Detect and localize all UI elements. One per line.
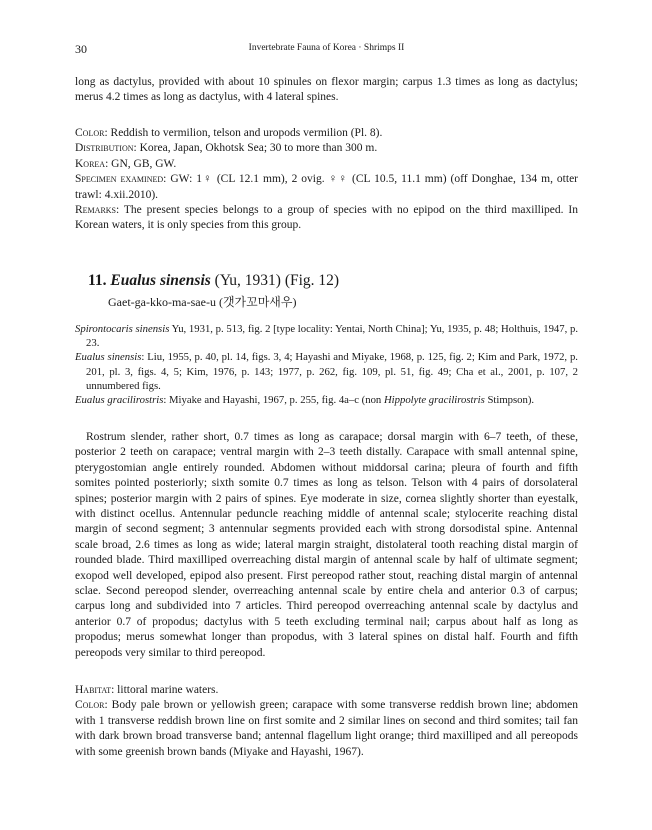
synonymy-entry xyxy=(75,350,578,393)
color-text: : Reddish to vermilion, telson and uropods vermilion (Pl. 8). xyxy=(104,127,383,139)
color-text: : Body pale brown or yellowish green; carapace with some transverse reddish brown line; abdomen with 1 transverse reddish brown line on first somite and 2 similar lines on second and third somites; tail fan with dark brown broad transverse band; antennal flagellum light orange; third maxilliped and all pereopods with some greenish brown bands (Miyake and Hayashi, 1967). xyxy=(75,699,578,758)
previous-species-notes xyxy=(75,126,578,234)
paragraph-text: long as dactylus, provided with about 10 spinules on flexor margin; carpus 1.3 times as long as dactylus; merus 4.2 times as long as dactylus, with 4 lateral spines. xyxy=(75,76,578,104)
distribution-label: Distribution xyxy=(75,142,134,155)
running-title: Invertebrate Fauna of Korea · Shrimps II xyxy=(248,43,405,53)
description-section xyxy=(75,430,578,661)
korea-label: Korea xyxy=(75,157,106,170)
specimen-label: Specimen examined xyxy=(75,173,164,186)
taxon-name: Eualus gracilirostris xyxy=(75,394,164,407)
species-name: Eualus sinensis xyxy=(110,272,211,289)
page-number: 30 xyxy=(75,42,87,56)
specimen-note xyxy=(75,172,578,203)
korea-text: : GN, GB, GW. xyxy=(105,157,177,170)
taxon-name: Eualus sinensis xyxy=(75,351,142,364)
color-note xyxy=(75,126,578,141)
species-heading xyxy=(88,272,339,290)
synonymy-entry xyxy=(75,393,578,407)
korean-common-name: Gaet-ga-kko-ma-sae-u (갯가꼬마새우) xyxy=(108,295,297,309)
taxon-name: Spirontocaris sinensis xyxy=(75,323,170,335)
synonymy-list xyxy=(75,322,578,407)
habitat-text: : littoral marine waters. xyxy=(111,684,219,696)
ecology-section xyxy=(75,683,578,760)
continued-paragraph xyxy=(75,75,578,106)
citation-text: : Miyake and Hayashi, 1967, p. 255, fig. 4a–c (non xyxy=(163,394,384,407)
korea-note xyxy=(75,157,578,172)
habitat-note xyxy=(75,683,578,698)
specimen-text: : GW: 1♀ (CL 12.1 mm), 2 ovig. ♀♀ (CL 10.5, 11.1 mm) (off Donghae, 134 m, otter trawl: 4.xii.2010). xyxy=(75,173,578,201)
color-note xyxy=(75,698,578,760)
color-label: Color xyxy=(75,699,105,712)
synonymy-entry xyxy=(75,322,578,350)
remarks-label: Remarks xyxy=(75,204,117,217)
description-paragraph: Rostrum slender, rather short, 0.7 times as long as carapace; dorsal margin with 6–7 teeth, of these, posterior 2 teeth on carapace; ventral margin with 2–3 teeth distally. Carapace with small antennal spine, pterygostomian angle entirely rounded. Abdomen without middorsal carina; pleura of fourth and fifth somites pointed posteriorly; sixth somite 0.7 times as long as telson. Telson with 4 pairs of dorsolateral spines; posterior margin with 2 pairs of spines. Eye moderate in size, cornea slightly shorter than eyestalk, with distinct ocellus. Antennular peduncle reaching middle of antennal scale; stylocerite reaching distal margin of second segment; 3 antennular segments provided each with strong dorsodistal spine. Antennal scale broad, 2.6 times as long as wide; lateral margin straight, distolateral tooth reaching distal margin of rounded blade. Third maxilliped overreaching distal margin of antennal scale by half of ultimate segment; exopod well developed, epipod also present. First pereopod rather stout, reaching distal margin of antennal sclae. Second pereopod slender, overreaching antennal scale by entire chela and anterior 0.3 of carpus; carpus long and subdivided into 7 articles. Third pereopod overreaching antennal scale by dactylus and anterior 0.7 of propodus; dactylus with 5 teeth excluding terminal nail; carpus about half as long as propodus; merus somewhat longer than propodus, with 3 lateral spines on distal half. Fourth and fifth pereopods very similar to third pereopod. xyxy=(75,431,578,659)
species-author: (Yu, 1931) (Fig. 12) xyxy=(210,272,340,289)
taxon-name: Hippolyte gracilirostris xyxy=(383,394,485,407)
species-number: 11. xyxy=(88,272,107,289)
color-label: Color xyxy=(75,127,105,139)
citation-text: Yu, 1931, p. 513, fig. 2 [type locality: Yentai, North China]; Yu, 1935, p. 48; Holthuis, 1947, p. 23. xyxy=(86,323,578,350)
remarks-note xyxy=(75,203,578,234)
citation-text: Stimpson). xyxy=(484,394,535,407)
distribution-text: : Korea, Japan, Okhotsk Sea; 30 to more than 300 m. xyxy=(133,142,378,155)
citation-text: : Liu, 1955, p. 40, pl. 14, figs. 3, 4; Hayashi and Miyake, 1968, p. 125, fig. 2; Kim and Park, 1972, p. 201, pl. 3, figs. 4, 5; Kim, 1976, p. 143; 1977, p. 262, fig. 109, pl. 51, fig. 49; Cha et al., 2001, p. 107, 2 unnumbered figs. xyxy=(86,351,578,392)
habitat-label: Habitat xyxy=(75,684,112,696)
distribution-note xyxy=(75,141,578,156)
remarks-text: : The present species belongs to a group of species with no epipod on the third maxilliped. In Korean waters, it is only species from this group. xyxy=(75,204,578,232)
page-header xyxy=(75,42,578,58)
